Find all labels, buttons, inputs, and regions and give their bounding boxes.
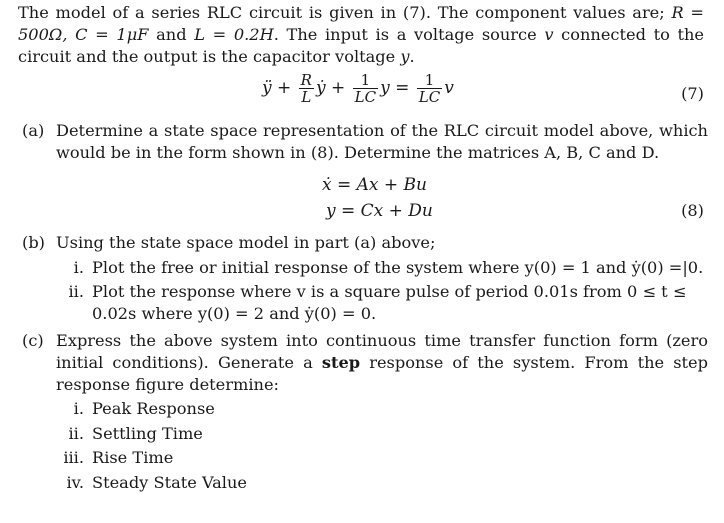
fraction-numerator: R [300,71,312,89]
part-c [18,330,708,396]
part-a [18,120,708,164]
equation-7-body [262,72,454,105]
fraction-numerator: 1 [417,72,442,89]
part-c-text-b: response of the system. From the step response figure determine: [56,353,708,394]
eq7-rhs: v [444,78,454,98]
part-b [18,232,708,254]
intro-and: and [148,25,195,44]
eq7-lhs-c: y = [380,78,410,98]
part-b-text: Using the state space model in part (a) above; [56,233,436,252]
equation-7 [0,72,724,116]
fraction-denominator: L [301,88,312,106]
part-c-label: (c) [22,331,44,350]
part-c-item [62,447,708,469]
part-b-item-label: ii. [68,282,84,301]
eq7-lhs-a: ÿ + [262,78,292,98]
part-c-item-label: iv. [66,473,84,492]
part-a-label: (a) [22,121,45,140]
part-b-item [62,257,708,279]
part-a-text: Determine a state space representation of the RLC circuit model above, which would be in the form shown in (8). Determine the matrices A, B, C and D. [56,121,708,162]
problem-intro [18,2,704,68]
state-equation: ẋ = Ax + Bu [322,175,427,195]
part-c-item [62,398,708,420]
fraction-numerator: 1 [353,72,378,89]
intro-period: . [409,47,415,66]
intro-text-c: connected to the circuit and the output is the capacitor voltage [18,25,705,66]
part-c-item-label: i. [73,399,84,418]
output-equation: y = Cx + Du [326,201,433,221]
equation-8-line-1 [0,174,724,196]
fraction-one-over-lc [353,72,378,105]
part-c-item-text: Rise Time [92,448,174,467]
intro-text-a: The model of a series RLC circuit is given in (7). The component values are; [18,3,672,22]
eq7-lhs-b: ẏ + [315,78,346,98]
part-b-item-text: Plot the free or initial response of the system where y(0) = 1 and ẏ(0) =|0. [92,258,704,277]
part-c-item-label: iii. [63,448,84,467]
input-symbol: v [544,25,554,44]
output-symbol: y [400,47,410,66]
part-b-item-text: Plot the response where v is a square pulse of period 0.01s from 0 ≤ t ≤ 0.02s where y(0) = 2 and ẏ(0) = 0. [92,282,687,323]
fraction-r-over-l [299,72,314,105]
part-c-bold-step: step [321,353,361,372]
part-c-item [62,423,708,445]
equation-8-line-2 [0,200,724,222]
equation-8-number: (8) [681,201,704,220]
part-b-item-label: i. [73,258,84,277]
part-b-label: (b) [22,233,45,252]
part-c-item-text: Settling Time [92,424,203,443]
part-b-item [62,281,708,325]
part-c-text [56,330,708,396]
part-c-item-label: ii. [68,424,84,443]
capacitor-value: C = 1μF [75,25,149,44]
inductor-value: L = 0.2H [194,25,274,44]
intro-text-b: . The input is a voltage source [273,25,545,44]
part-c-item-text: Peak Response [92,399,215,418]
equation-7-number: (7) [681,84,704,103]
resistor-value: R = 500Ω, [18,3,704,44]
fraction-one-over-lc-rhs [417,72,442,105]
fraction-denominator: LC [418,88,441,106]
part-c-item-text: Steady State Value [92,473,247,492]
part-c-text-a: Express the above system into continuous time transfer function form (zero initial conditions). Generate a [56,331,708,372]
part-c-item [62,472,708,494]
fraction-denominator: LC [354,88,377,106]
